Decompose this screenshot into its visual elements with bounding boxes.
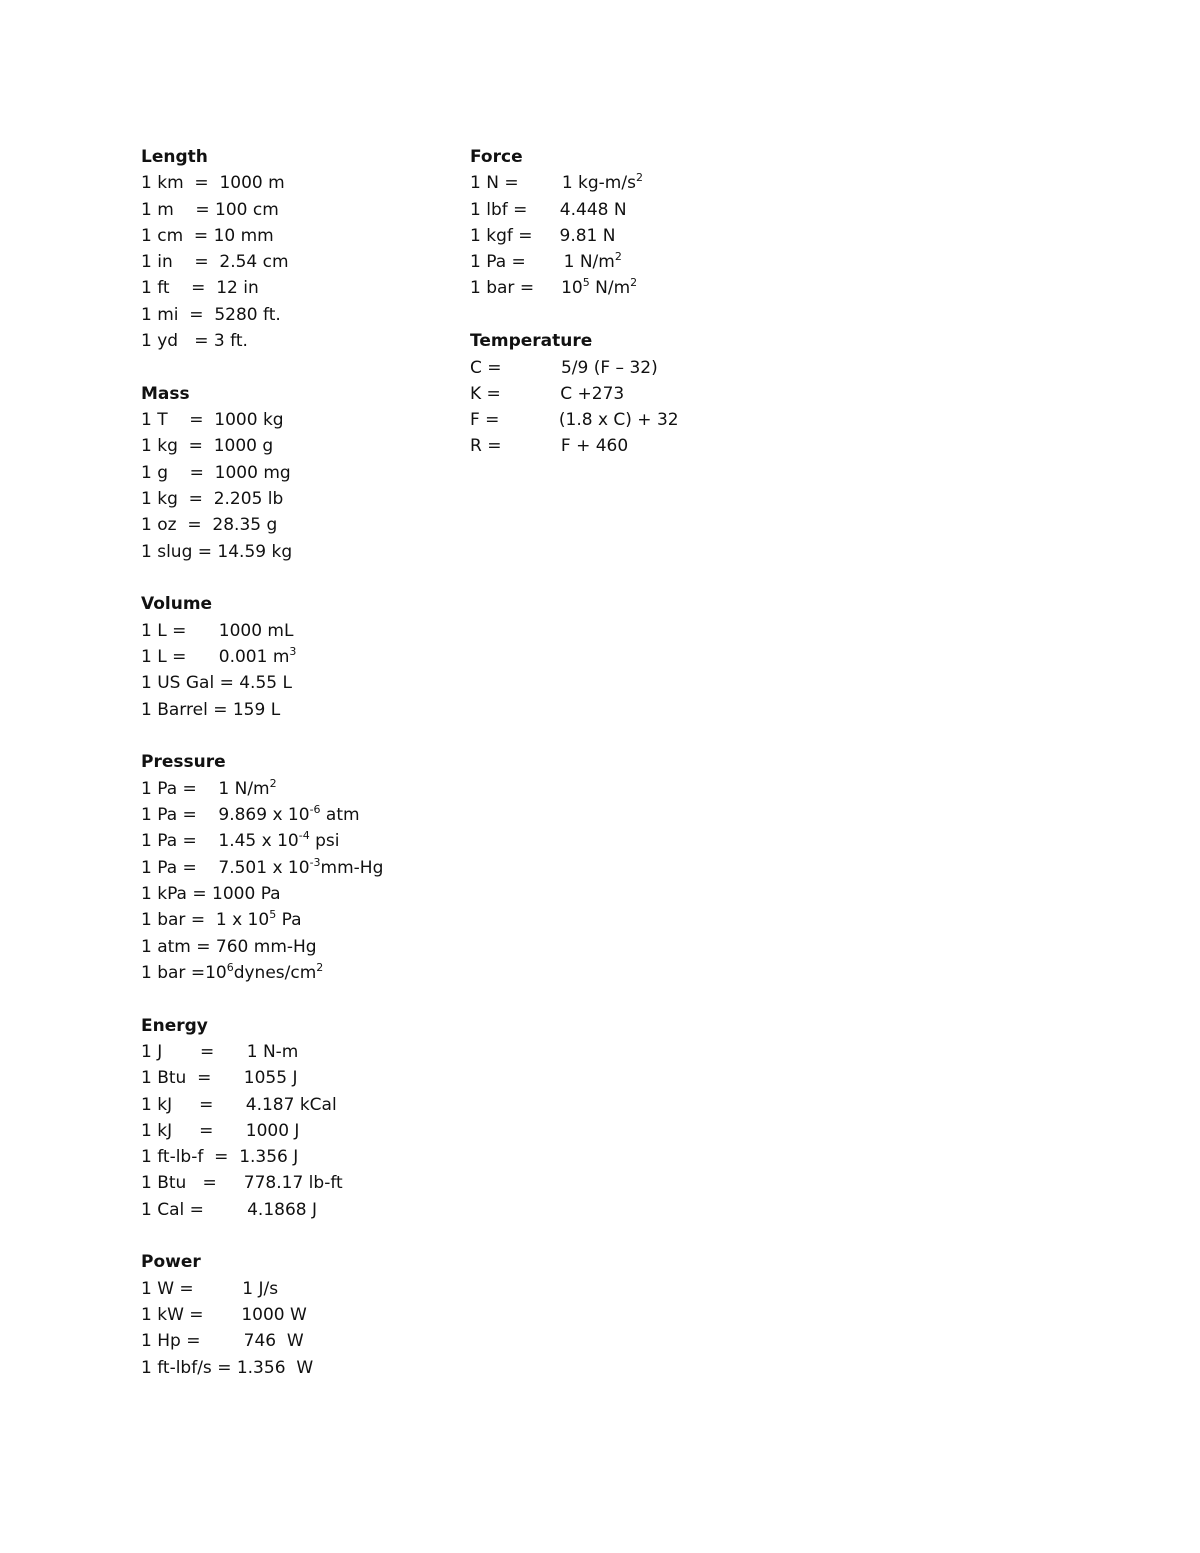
- temperature-line: C = 5/9 (F – 32): [470, 357, 658, 378]
- length-line: 1 cm = 10 mm: [141, 225, 274, 246]
- mass-section: [141, 381, 441, 565]
- energy-line: 1 Btu = 1055 J: [141, 1068, 298, 1089]
- superscript: -3: [309, 855, 321, 869]
- force-line: [470, 275, 770, 301]
- superscript: 2: [269, 776, 277, 790]
- pressure-line-unit: dynes/cm: [233, 962, 317, 983]
- mass-line: 1 T = 1000 kg: [141, 410, 284, 431]
- force-section: [470, 144, 770, 302]
- power-line: 1 W = 1 J/s: [141, 1278, 279, 1299]
- pressure-line: [141, 828, 441, 854]
- energy-line: 1 kJ = 1000 J: [141, 1120, 300, 1141]
- pressure-line-text: 1 Pa = 7.501 x 10: [141, 857, 310, 878]
- pressure-line: 1 kPa = 1000 Pa: [141, 883, 281, 904]
- pressure-line: [141, 855, 441, 881]
- superscript: 3: [289, 645, 297, 659]
- pressure-heading: Pressure: [141, 752, 226, 773]
- pressure-line-unit: mm-Hg: [320, 857, 384, 878]
- temperature-line: K = C +273: [470, 383, 625, 404]
- force-line: [470, 170, 770, 196]
- mass-line: 1 oz = 28.35 g: [141, 515, 278, 536]
- pressure-line: [141, 907, 441, 933]
- superscript: 2: [635, 171, 643, 185]
- pressure-line-text: 1 Pa = 9.869 x 10: [141, 805, 310, 826]
- volume-section: [141, 591, 441, 722]
- left-column: [141, 144, 441, 1381]
- pressure-line-unit: atm: [320, 805, 360, 826]
- pressure-line-text: 1 Pa = 1 N/m: [141, 778, 270, 799]
- pressure-line: [141, 960, 441, 986]
- superscript: -6: [309, 803, 321, 817]
- force-line: 1 lbf = 4.448 N: [470, 199, 627, 220]
- force-line-text: 1 Pa = 1 N/m: [470, 252, 615, 273]
- power-section: [141, 1249, 441, 1380]
- power-line: 1 kW = 1000 W: [141, 1305, 307, 1326]
- right-column: [470, 144, 770, 460]
- energy-line: 1 Btu = 778.17 lb-ft: [141, 1173, 343, 1194]
- power-heading: Power: [141, 1252, 201, 1273]
- energy-section: [141, 1013, 441, 1223]
- force-line: 1 kgf = 9.81 N: [470, 225, 616, 246]
- mass-heading: Mass: [141, 383, 190, 404]
- length-heading: Length: [141, 147, 208, 167]
- energy-line: 1 Cal = 4.1868 J: [141, 1199, 318, 1220]
- length-line: 1 m = 100 cm: [141, 199, 279, 220]
- length-line: 1 in = 2.54 cm: [141, 252, 289, 273]
- power-line: 1 ft-lbf/s = 1.356 W: [141, 1357, 314, 1378]
- force-line-text: 1 bar = 10: [470, 278, 583, 299]
- energy-line: 1 kJ = 4.187 kCal: [141, 1094, 337, 1115]
- volume-heading: Volume: [141, 594, 213, 615]
- mass-line: 1 g = 1000 mg: [141, 462, 291, 483]
- temperature-line: F = (1.8 x C) + 32: [470, 410, 679, 431]
- pressure-line-text: 1 Pa = 1.45 x 10: [141, 831, 299, 852]
- mass-line: 1 kg = 1000 g: [141, 436, 274, 457]
- volume-line: 1 L = 1000 mL: [141, 620, 294, 641]
- force-heading: Force: [470, 147, 523, 167]
- volume-line-text: 1 L = 0.001 m: [141, 647, 290, 668]
- temperature-line: R = F + 460: [470, 436, 629, 457]
- pressure-line: [141, 802, 441, 828]
- volume-line: 1 Barrel = 159 L: [141, 699, 281, 720]
- energy-line: 1 J = 1 N-m: [141, 1041, 299, 1062]
- mass-line: 1 slug = 14.59 kg: [141, 541, 293, 562]
- superscript: 5: [582, 276, 590, 290]
- temperature-section: [470, 328, 770, 459]
- power-line: 1 Hp = 746 W: [141, 1331, 304, 1352]
- pressure-line-unit: psi: [309, 831, 340, 852]
- superscript: 2: [614, 250, 622, 264]
- pressure-line: [141, 776, 441, 802]
- superscript: 2: [316, 960, 324, 974]
- force-line-unit: N/m: [589, 278, 631, 299]
- volume-line: 1 US Gal = 4.55 L: [141, 673, 292, 694]
- pressure-line-text: 1 bar = 1 x 10: [141, 910, 270, 931]
- superscript: 5: [269, 908, 277, 922]
- superscript: 2: [630, 276, 638, 290]
- pressure-line: 1 atm = 760 mm-Hg: [141, 936, 317, 957]
- force-line: [470, 249, 770, 275]
- length-section: [141, 144, 441, 354]
- superscript: -4: [298, 829, 310, 843]
- length-line: 1 mi = 5280 ft.: [141, 304, 281, 325]
- length-line: 1 yd = 3 ft.: [141, 331, 248, 352]
- pressure-line-unit: Pa: [276, 910, 302, 931]
- superscript: 6: [226, 960, 234, 974]
- energy-heading: Energy: [141, 1015, 208, 1036]
- length-line: 1 ft = 12 in: [141, 278, 259, 299]
- pressure-section: [141, 749, 441, 986]
- temperature-heading: Temperature: [470, 331, 593, 352]
- mass-line: 1 kg = 2.205 lb: [141, 489, 284, 510]
- length-line: 1 km = 1000 m: [141, 173, 285, 194]
- force-line-text: 1 N = 1 kg-m/s: [470, 173, 636, 194]
- pressure-line-text: 1 bar =10: [141, 962, 227, 983]
- energy-line: 1 ft-lb-f = 1.356 J: [141, 1147, 299, 1168]
- volume-line: [141, 644, 441, 670]
